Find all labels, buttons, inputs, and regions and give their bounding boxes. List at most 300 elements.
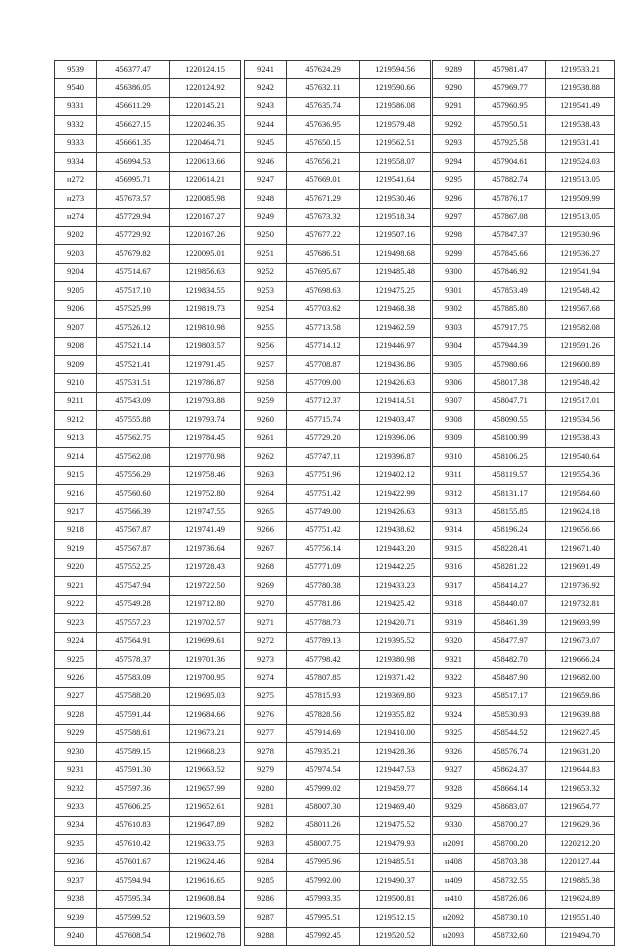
y-coordinate-cell: 1219498.68 (360, 245, 431, 263)
point-number-cell: 9267 (245, 540, 287, 558)
table-row (433, 780, 615, 798)
table-row (55, 429, 241, 447)
x-coordinate-cell: 457828.56 (287, 706, 360, 724)
table-row (55, 503, 241, 521)
point-number-cell: 9226 (55, 669, 97, 687)
y-coordinate-cell: 1219475.52 (360, 816, 431, 834)
table-row (433, 835, 615, 853)
point-number-cell: 9331 (55, 97, 97, 115)
table-row (55, 411, 241, 429)
point-number-cell: 9205 (55, 282, 97, 300)
y-coordinate-cell: 1219616.65 (170, 872, 241, 890)
table-row (433, 816, 615, 834)
table-row (55, 97, 241, 115)
x-coordinate-cell: 457980.66 (475, 356, 546, 374)
point-number-cell: 9313 (433, 503, 475, 521)
table-row (433, 134, 615, 152)
y-coordinate-cell: 1219468.38 (360, 300, 431, 318)
table-row (433, 798, 615, 816)
table-row (245, 448, 431, 466)
point-number-cell: 9285 (245, 872, 287, 890)
y-coordinate-cell: 1219736.92 (546, 577, 615, 595)
table-row (55, 134, 241, 152)
y-coordinate-cell: 1219644.83 (546, 761, 615, 779)
x-coordinate-cell: 457578.37 (97, 651, 170, 669)
table-row (245, 872, 431, 890)
point-number-cell: 9207 (55, 319, 97, 337)
x-coordinate-cell: 457845.66 (475, 245, 546, 263)
point-number-cell: 9206 (55, 300, 97, 318)
y-coordinate-cell: 1219395.52 (360, 632, 431, 650)
y-coordinate-cell: 1219654.77 (546, 798, 615, 816)
point-number-cell: 9290 (433, 79, 475, 97)
x-coordinate-cell: 457601.67 (97, 853, 170, 871)
point-number-cell: 9253 (245, 282, 287, 300)
y-coordinate-cell: 1219647.89 (170, 816, 241, 834)
point-number-cell: 9326 (433, 743, 475, 761)
table-row (433, 577, 615, 595)
y-coordinate-cell: 1219656.66 (546, 521, 615, 539)
point-number-cell: 9265 (245, 503, 287, 521)
x-coordinate-cell: 457885.80 (475, 300, 546, 318)
point-number-cell: 9275 (245, 687, 287, 705)
x-coordinate-cell: 457567.87 (97, 521, 170, 539)
table-row (245, 909, 431, 927)
table-row (433, 687, 615, 705)
table-row (433, 411, 615, 429)
point-number-cell: 9248 (245, 190, 287, 208)
x-coordinate-cell: 457867.08 (475, 208, 546, 226)
x-coordinate-cell: 457714.12 (287, 337, 360, 355)
x-coordinate-cell: 457798.42 (287, 651, 360, 669)
y-coordinate-cell: 1219673.07 (546, 632, 615, 650)
table-row (433, 282, 615, 300)
x-coordinate-cell: 457671.29 (287, 190, 360, 208)
table-row (55, 466, 241, 484)
table-row (245, 780, 431, 798)
table-row (55, 540, 241, 558)
point-number-cell: 9220 (55, 558, 97, 576)
table-row (55, 651, 241, 669)
x-coordinate-cell: 457564.91 (97, 632, 170, 650)
table-row (55, 816, 241, 834)
x-coordinate-cell: 457935.21 (287, 743, 360, 761)
point-number-cell: 9212 (55, 411, 97, 429)
table-row (245, 356, 431, 374)
table-row (55, 208, 241, 226)
x-coordinate-cell: 457636.95 (287, 116, 360, 134)
x-coordinate-cell: 457610.42 (97, 835, 170, 853)
x-coordinate-cell: 457624.29 (287, 61, 360, 79)
point-number-cell: 9539 (55, 61, 97, 79)
y-coordinate-cell: 1219459.77 (360, 780, 431, 798)
y-coordinate-cell: 1219631.20 (546, 743, 615, 761)
table-row (55, 153, 241, 171)
point-number-cell: 9321 (433, 651, 475, 669)
y-coordinate-cell: 1219784.45 (170, 429, 241, 447)
y-coordinate-cell: 1219701.36 (170, 651, 241, 669)
y-coordinate-cell: 1219369.80 (360, 687, 431, 705)
y-coordinate-cell: 1219584.60 (546, 485, 615, 503)
point-number-cell: 9282 (245, 816, 287, 834)
point-number-cell: н274 (55, 208, 97, 226)
x-coordinate-cell: 458196.24 (475, 521, 546, 539)
table-body (433, 61, 615, 946)
point-number-cell: 9268 (245, 558, 287, 576)
y-coordinate-cell: 1219436.86 (360, 356, 431, 374)
y-coordinate-cell: 1220212.20 (546, 835, 615, 853)
table-row (433, 485, 615, 503)
point-number-cell: н2092 (433, 909, 475, 927)
table-row (433, 171, 615, 189)
table-row (245, 521, 431, 539)
point-number-cell: 9231 (55, 761, 97, 779)
table-row (245, 651, 431, 669)
point-number-cell: 9319 (433, 614, 475, 632)
y-coordinate-cell: 1219534.56 (546, 411, 615, 429)
x-coordinate-cell: 458482.70 (475, 651, 546, 669)
y-coordinate-cell: 1219548.42 (546, 374, 615, 392)
y-coordinate-cell: 1219410.00 (360, 724, 431, 742)
y-coordinate-cell: 1219538.43 (546, 116, 615, 134)
y-coordinate-cell: 1219426.63 (360, 374, 431, 392)
point-number-cell: 9289 (433, 61, 475, 79)
y-coordinate-cell: 1219509.99 (546, 190, 615, 208)
point-number-cell: 9262 (245, 448, 287, 466)
point-number-cell: 9218 (55, 521, 97, 539)
point-number-cell: 9243 (245, 97, 287, 115)
table-row (245, 853, 431, 871)
point-number-cell: 9208 (55, 337, 97, 355)
y-coordinate-cell: 1219540.64 (546, 448, 615, 466)
point-number-cell: 9264 (245, 485, 287, 503)
table-row (55, 448, 241, 466)
x-coordinate-cell: 457673.57 (97, 190, 170, 208)
y-coordinate-cell: 1219530.46 (360, 190, 431, 208)
table-row (433, 558, 615, 576)
point-number-cell: н410 (433, 890, 475, 908)
x-coordinate-cell: 457521.41 (97, 356, 170, 374)
y-coordinate-cell: 1219513.05 (546, 171, 615, 189)
point-number-cell: 9302 (433, 300, 475, 318)
point-number-cell: 9298 (433, 226, 475, 244)
table-row (433, 356, 615, 374)
y-coordinate-cell: 1219722.50 (170, 577, 241, 595)
table-row (55, 761, 241, 779)
point-number-cell: 9300 (433, 263, 475, 281)
y-coordinate-cell: 1220464.71 (170, 134, 241, 152)
point-number-cell: 9223 (55, 614, 97, 632)
y-coordinate-cell: 1219530.96 (546, 226, 615, 244)
coordinates-table-middle (244, 60, 431, 946)
y-coordinate-cell: 1219531.41 (546, 134, 615, 152)
x-coordinate-cell: 458461.39 (475, 614, 546, 632)
table-row (433, 97, 615, 115)
table-row (55, 743, 241, 761)
x-coordinate-cell: 456627.15 (97, 116, 170, 134)
table-row (55, 263, 241, 281)
y-coordinate-cell: 1219591.26 (546, 337, 615, 355)
y-coordinate-cell: 1219770.98 (170, 448, 241, 466)
y-coordinate-cell: 1219538.88 (546, 79, 615, 97)
table-row (245, 374, 431, 392)
y-coordinate-cell: 1219663.52 (170, 761, 241, 779)
table-row (433, 226, 615, 244)
table-row (245, 540, 431, 558)
x-coordinate-cell: 457925.58 (475, 134, 546, 152)
x-coordinate-cell: 457556.29 (97, 466, 170, 484)
point-number-cell: 9224 (55, 632, 97, 650)
point-number-cell: 9288 (245, 927, 287, 945)
x-coordinate-cell: 457992.45 (287, 927, 360, 945)
x-coordinate-cell: 457588.20 (97, 687, 170, 705)
x-coordinate-cell: 457713.58 (287, 319, 360, 337)
x-coordinate-cell: 457591.30 (97, 761, 170, 779)
point-number-cell: 9286 (245, 890, 287, 908)
y-coordinate-cell: 1219741.49 (170, 521, 241, 539)
x-coordinate-cell: 457756.14 (287, 540, 360, 558)
point-number-cell: 9246 (245, 153, 287, 171)
table-row (245, 319, 431, 337)
y-coordinate-cell: 1219791.45 (170, 356, 241, 374)
point-number-cell: 9540 (55, 79, 97, 97)
x-coordinate-cell: 458131.17 (475, 485, 546, 503)
point-number-cell: 9296 (433, 190, 475, 208)
point-number-cell: 9225 (55, 651, 97, 669)
y-coordinate-cell: 1219671.40 (546, 540, 615, 558)
table-row (433, 374, 615, 392)
point-number-cell: 9297 (433, 208, 475, 226)
point-number-cell: 9270 (245, 595, 287, 613)
point-number-cell: 9244 (245, 116, 287, 134)
y-coordinate-cell: 1220613.66 (170, 153, 241, 171)
table-row (433, 651, 615, 669)
table-row (245, 503, 431, 521)
y-coordinate-cell: 1219469.40 (360, 798, 431, 816)
x-coordinate-cell: 457712.37 (287, 392, 360, 410)
table-row (433, 263, 615, 281)
y-coordinate-cell: 1219548.42 (546, 282, 615, 300)
point-number-cell: 9272 (245, 632, 287, 650)
y-coordinate-cell: 1219485.51 (360, 853, 431, 871)
y-coordinate-cell: 1220127.44 (546, 853, 615, 871)
y-coordinate-cell: 1219856.63 (170, 263, 241, 281)
x-coordinate-cell: 457751.96 (287, 466, 360, 484)
point-number-cell: 9324 (433, 706, 475, 724)
point-number-cell: н273 (55, 190, 97, 208)
y-coordinate-cell: 1219793.88 (170, 392, 241, 410)
point-number-cell: 9333 (55, 134, 97, 152)
y-coordinate-cell: 1219433.23 (360, 577, 431, 595)
y-coordinate-cell: 1219590.66 (360, 79, 431, 97)
point-number-cell: 9238 (55, 890, 97, 908)
point-number-cell: 9309 (433, 429, 475, 447)
y-coordinate-cell: 1220095.01 (170, 245, 241, 263)
point-number-cell: 9228 (55, 706, 97, 724)
table-row (433, 153, 615, 171)
x-coordinate-cell: 457543.09 (97, 392, 170, 410)
x-coordinate-cell: 457595.34 (97, 890, 170, 908)
x-coordinate-cell: 457566.39 (97, 503, 170, 521)
x-coordinate-cell: 457606.25 (97, 798, 170, 816)
coordinates-table-left (54, 60, 241, 946)
table-row (433, 245, 615, 263)
point-number-cell: 9245 (245, 134, 287, 152)
point-number-cell: 9214 (55, 448, 97, 466)
x-coordinate-cell: 458732.60 (475, 927, 546, 945)
x-coordinate-cell: 457594.94 (97, 872, 170, 890)
table-row (433, 79, 615, 97)
point-number-cell: 9221 (55, 577, 97, 595)
x-coordinate-cell: 457555.88 (97, 411, 170, 429)
table-row (245, 927, 431, 945)
point-number-cell: 9260 (245, 411, 287, 429)
point-number-cell: 9258 (245, 374, 287, 392)
y-coordinate-cell: 1219538.43 (546, 429, 615, 447)
x-coordinate-cell: 457969.77 (475, 79, 546, 97)
point-number-cell: 9236 (55, 853, 97, 871)
point-number-cell: 9310 (433, 448, 475, 466)
table-row (433, 521, 615, 539)
point-number-cell: 9329 (433, 798, 475, 816)
table-row (55, 558, 241, 576)
table-row (55, 632, 241, 650)
x-coordinate-cell: 457567.87 (97, 540, 170, 558)
table-row (245, 208, 431, 226)
y-coordinate-cell: 1219653.32 (546, 780, 615, 798)
x-coordinate-cell: 458281.22 (475, 558, 546, 576)
table-row (55, 485, 241, 503)
x-coordinate-cell: 457876.17 (475, 190, 546, 208)
table-row (245, 614, 431, 632)
x-coordinate-cell: 457709.00 (287, 374, 360, 392)
x-coordinate-cell: 457549.28 (97, 595, 170, 613)
table-row (245, 226, 431, 244)
y-coordinate-cell: 1219712.80 (170, 595, 241, 613)
x-coordinate-cell: 457608.54 (97, 927, 170, 945)
table-row (433, 190, 615, 208)
point-number-cell: 9280 (245, 780, 287, 798)
y-coordinate-cell: 1219371.42 (360, 669, 431, 687)
y-coordinate-cell: 1219586.08 (360, 97, 431, 115)
x-coordinate-cell: 457749.00 (287, 503, 360, 521)
point-number-cell: 9277 (245, 724, 287, 742)
point-number-cell: 9209 (55, 356, 97, 374)
table-row (55, 706, 241, 724)
y-coordinate-cell: 1219541.49 (546, 97, 615, 115)
point-number-cell: 9301 (433, 282, 475, 300)
x-coordinate-cell: 457591.44 (97, 706, 170, 724)
x-coordinate-cell: 457815.93 (287, 687, 360, 705)
table-row (433, 853, 615, 871)
point-number-cell: 9202 (55, 226, 97, 244)
y-coordinate-cell: 1219834.55 (170, 282, 241, 300)
table-row (55, 226, 241, 244)
x-coordinate-cell: 457789.13 (287, 632, 360, 650)
y-coordinate-cell: 1219402.12 (360, 466, 431, 484)
table-row (245, 466, 431, 484)
y-coordinate-cell: 1220124.15 (170, 61, 241, 79)
table-row (433, 909, 615, 927)
y-coordinate-cell: 1219500.81 (360, 890, 431, 908)
y-coordinate-cell: 1219666.24 (546, 651, 615, 669)
point-number-cell: 9308 (433, 411, 475, 429)
point-number-cell: 9263 (245, 466, 287, 484)
table-row (433, 208, 615, 226)
x-coordinate-cell: 458517.17 (475, 687, 546, 705)
point-number-cell: 9211 (55, 392, 97, 410)
point-number-cell: 9318 (433, 595, 475, 613)
y-coordinate-cell: 1219657.99 (170, 780, 241, 798)
x-coordinate-cell: 456386.05 (97, 79, 170, 97)
x-coordinate-cell: 457847.37 (475, 226, 546, 244)
y-coordinate-cell: 1219479.93 (360, 835, 431, 853)
table-row (245, 687, 431, 705)
table-row (245, 669, 431, 687)
y-coordinate-cell: 1219736.64 (170, 540, 241, 558)
y-coordinate-cell: 1219752.80 (170, 485, 241, 503)
x-coordinate-cell: 458664.14 (475, 780, 546, 798)
point-number-cell: 9305 (433, 356, 475, 374)
table-body (245, 61, 431, 946)
x-coordinate-cell: 457656.21 (287, 153, 360, 171)
point-number-cell: 9279 (245, 761, 287, 779)
y-coordinate-cell: 1219554.36 (546, 466, 615, 484)
y-coordinate-cell: 1219693.99 (546, 614, 615, 632)
y-coordinate-cell: 1219885.38 (546, 872, 615, 890)
table-row (55, 79, 241, 97)
y-coordinate-cell: 1219691.49 (546, 558, 615, 576)
y-coordinate-cell: 1219558.07 (360, 153, 431, 171)
point-number-cell: 9304 (433, 337, 475, 355)
point-number-cell: 9328 (433, 780, 475, 798)
table-row (245, 245, 431, 263)
y-coordinate-cell: 1219355.82 (360, 706, 431, 724)
y-coordinate-cell: 1219490.37 (360, 872, 431, 890)
y-coordinate-cell: 1219659.86 (546, 687, 615, 705)
y-coordinate-cell: 1219420.71 (360, 614, 431, 632)
point-number-cell: 9227 (55, 687, 97, 705)
point-number-cell: 9314 (433, 521, 475, 539)
point-number-cell: 9283 (245, 835, 287, 853)
y-coordinate-cell: 1219396.06 (360, 429, 431, 447)
x-coordinate-cell: 458228.41 (475, 540, 546, 558)
table-row (245, 798, 431, 816)
table-row (55, 337, 241, 355)
x-coordinate-cell: 457650.15 (287, 134, 360, 152)
point-number-cell: 9251 (245, 245, 287, 263)
table-row (433, 724, 615, 742)
point-number-cell: 9295 (433, 171, 475, 189)
x-coordinate-cell: 457521.14 (97, 337, 170, 355)
x-coordinate-cell: 457703.62 (287, 300, 360, 318)
x-coordinate-cell: 457552.25 (97, 558, 170, 576)
table-row (433, 61, 615, 79)
x-coordinate-cell: 457514.67 (97, 263, 170, 281)
y-coordinate-cell: 1219443.20 (360, 540, 431, 558)
x-coordinate-cell: 457729.20 (287, 429, 360, 447)
x-coordinate-cell: 457771.09 (287, 558, 360, 576)
table-row (245, 116, 431, 134)
x-coordinate-cell: 458700.20 (475, 835, 546, 853)
table-row (433, 300, 615, 318)
y-coordinate-cell: 1219551.40 (546, 909, 615, 927)
table-row (433, 466, 615, 484)
table-row (55, 909, 241, 927)
table-row (433, 743, 615, 761)
point-number-cell: 9293 (433, 134, 475, 152)
table-row (245, 134, 431, 152)
